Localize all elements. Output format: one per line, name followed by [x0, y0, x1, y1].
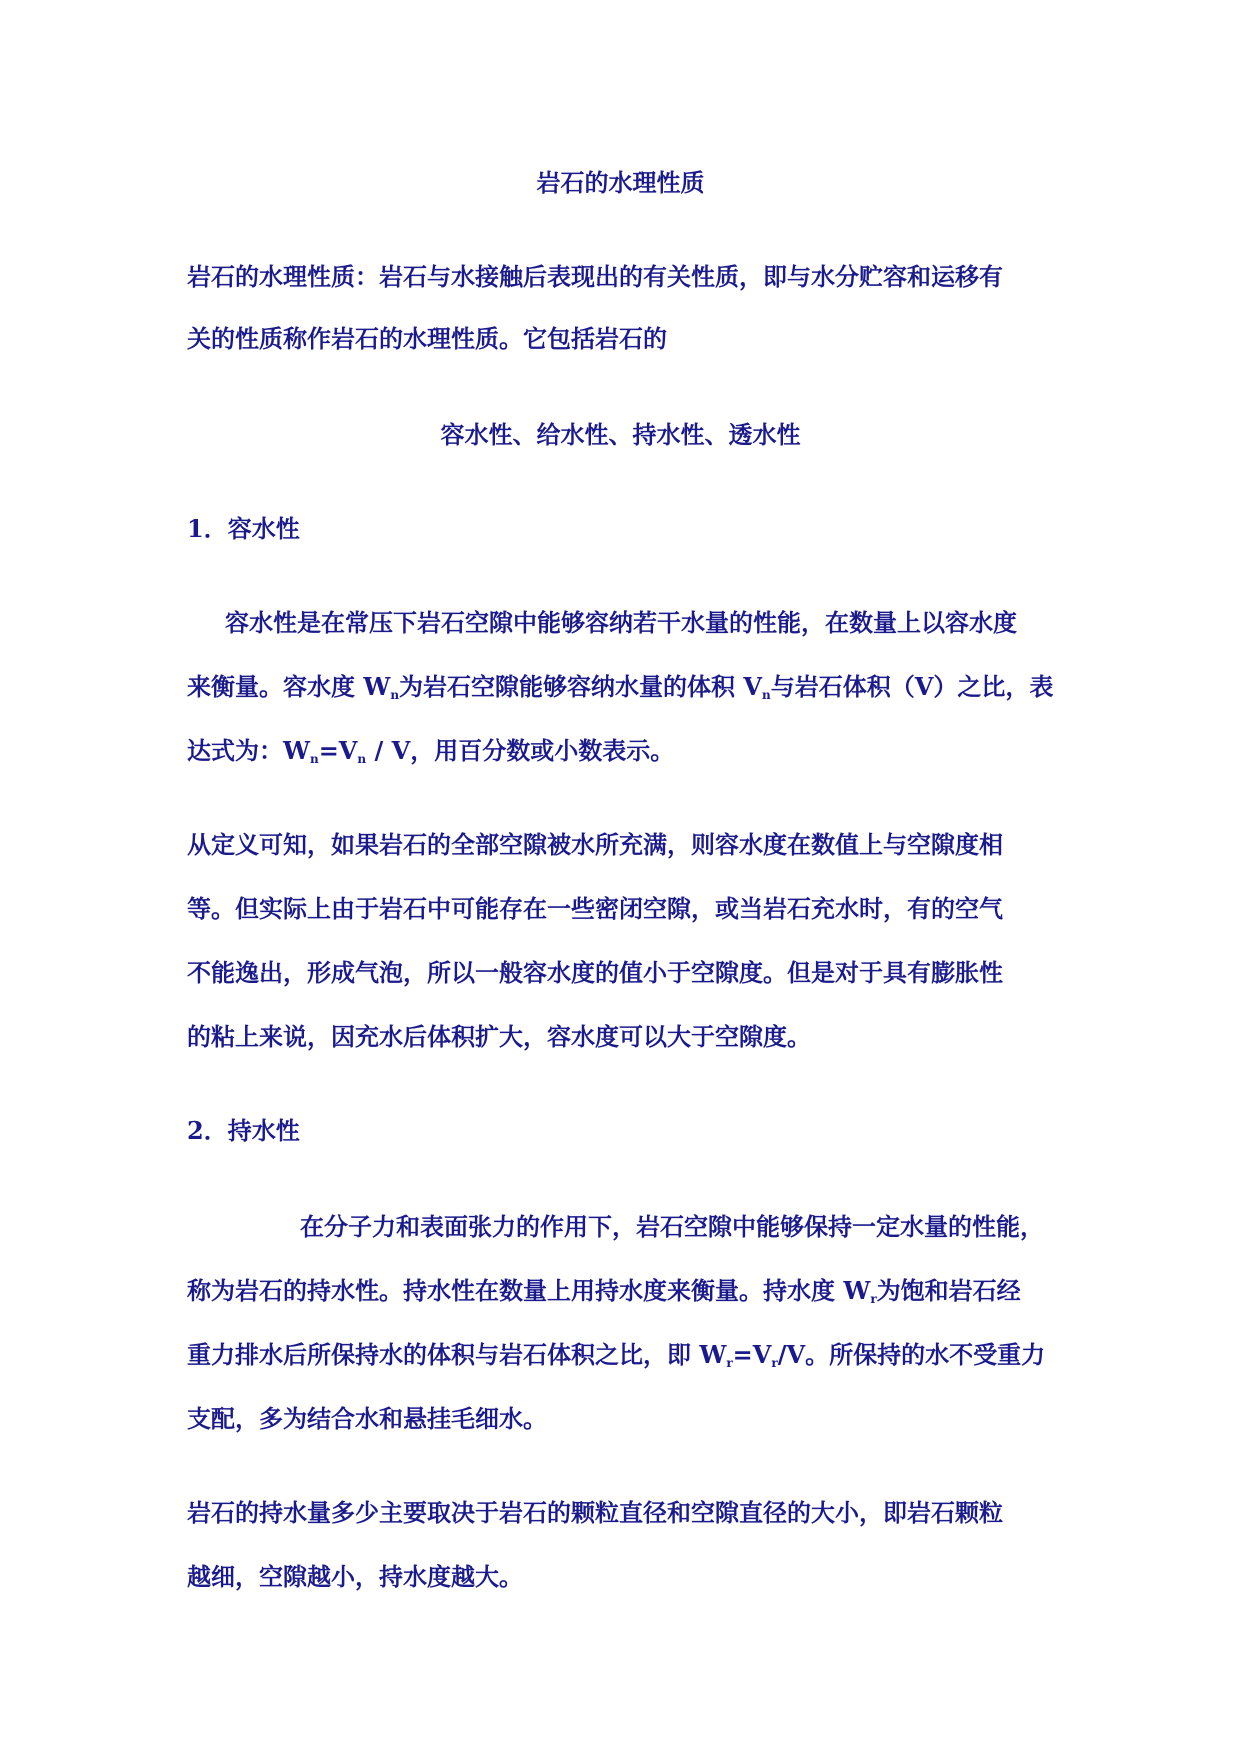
section-1-p1-line-1: 容水性是在常压下岩石空隙中能够容纳若干水量的性能，在数量上以容水度	[225, 608, 1017, 637]
page-title: 岩石的水理性质	[536, 168, 705, 197]
section-1-p2-line-1: 从定义可知，如果岩石的全部空隙被水所充满，则容水度在数值上与空隙度相	[187, 830, 1003, 859]
section-1-p1-line-2: 来衡量。容水度 $W_n$为岩石空隙能够容纳水量的体积 $V_n$与岩石体积（V）之比，表	[187, 672, 1054, 702]
section-2-heading: 2．持水性	[187, 1116, 300, 1145]
section-2-p2-line-2: 越细，空隙越小，持水度越大。	[187, 1562, 523, 1591]
intro-line-2: 关的性质称作岩石的水理性质。它包括岩石的	[187, 324, 667, 353]
section-2-p1-line-4: 支配，多为结合水和悬挂毛细水。	[187, 1404, 547, 1433]
section-2-p1-line-2: 称为岩石的持水性。持水性在数量上用持水度来衡量。持水度 $W_r$为饱和岩石经	[187, 1276, 1021, 1306]
section-1-p2-line-2: 等。但实际上由于岩石中可能存在一些密闭空隙，或当岩石充水时，有的空气	[187, 894, 1003, 923]
section-1-p2-line-3: 不能逸出，形成气泡，所以一般容水度的值小于空隙度。但是对于具有膨胀性	[187, 958, 1003, 987]
intro-line-1: 岩石的水理性质：岩石与水接触后表现出的有关性质，即与水分贮容和运移有	[187, 262, 1003, 291]
section-2-p1-line-1: 在分子力和表面张力的作用下，岩石空隙中能够保持一定水量的性能，	[300, 1212, 1044, 1241]
subtitle: 容水性、给水性、持水性、透水性	[440, 420, 801, 449]
section-1-heading: 1．容水性	[187, 514, 300, 543]
section-2-p2-line-1: 岩石的持水量多少主要取决于岩石的颗粒直径和空隙直径的大小，即岩石颗粒	[187, 1498, 1003, 1527]
section-1-p1-line-3: 达式为：$W_n=V_n / V$，用百分数或小数表示。	[187, 736, 675, 766]
section-1-p2-line-4: 的粘上来说，因充水后体积扩大，容水度可以大于空隙度。	[187, 1022, 811, 1051]
section-2-p1-line-3: 重力排水后所保持水的体积与岩石体积之比，即 $W_r=V_r/V$。所保持的水不受重力	[187, 1340, 1046, 1370]
